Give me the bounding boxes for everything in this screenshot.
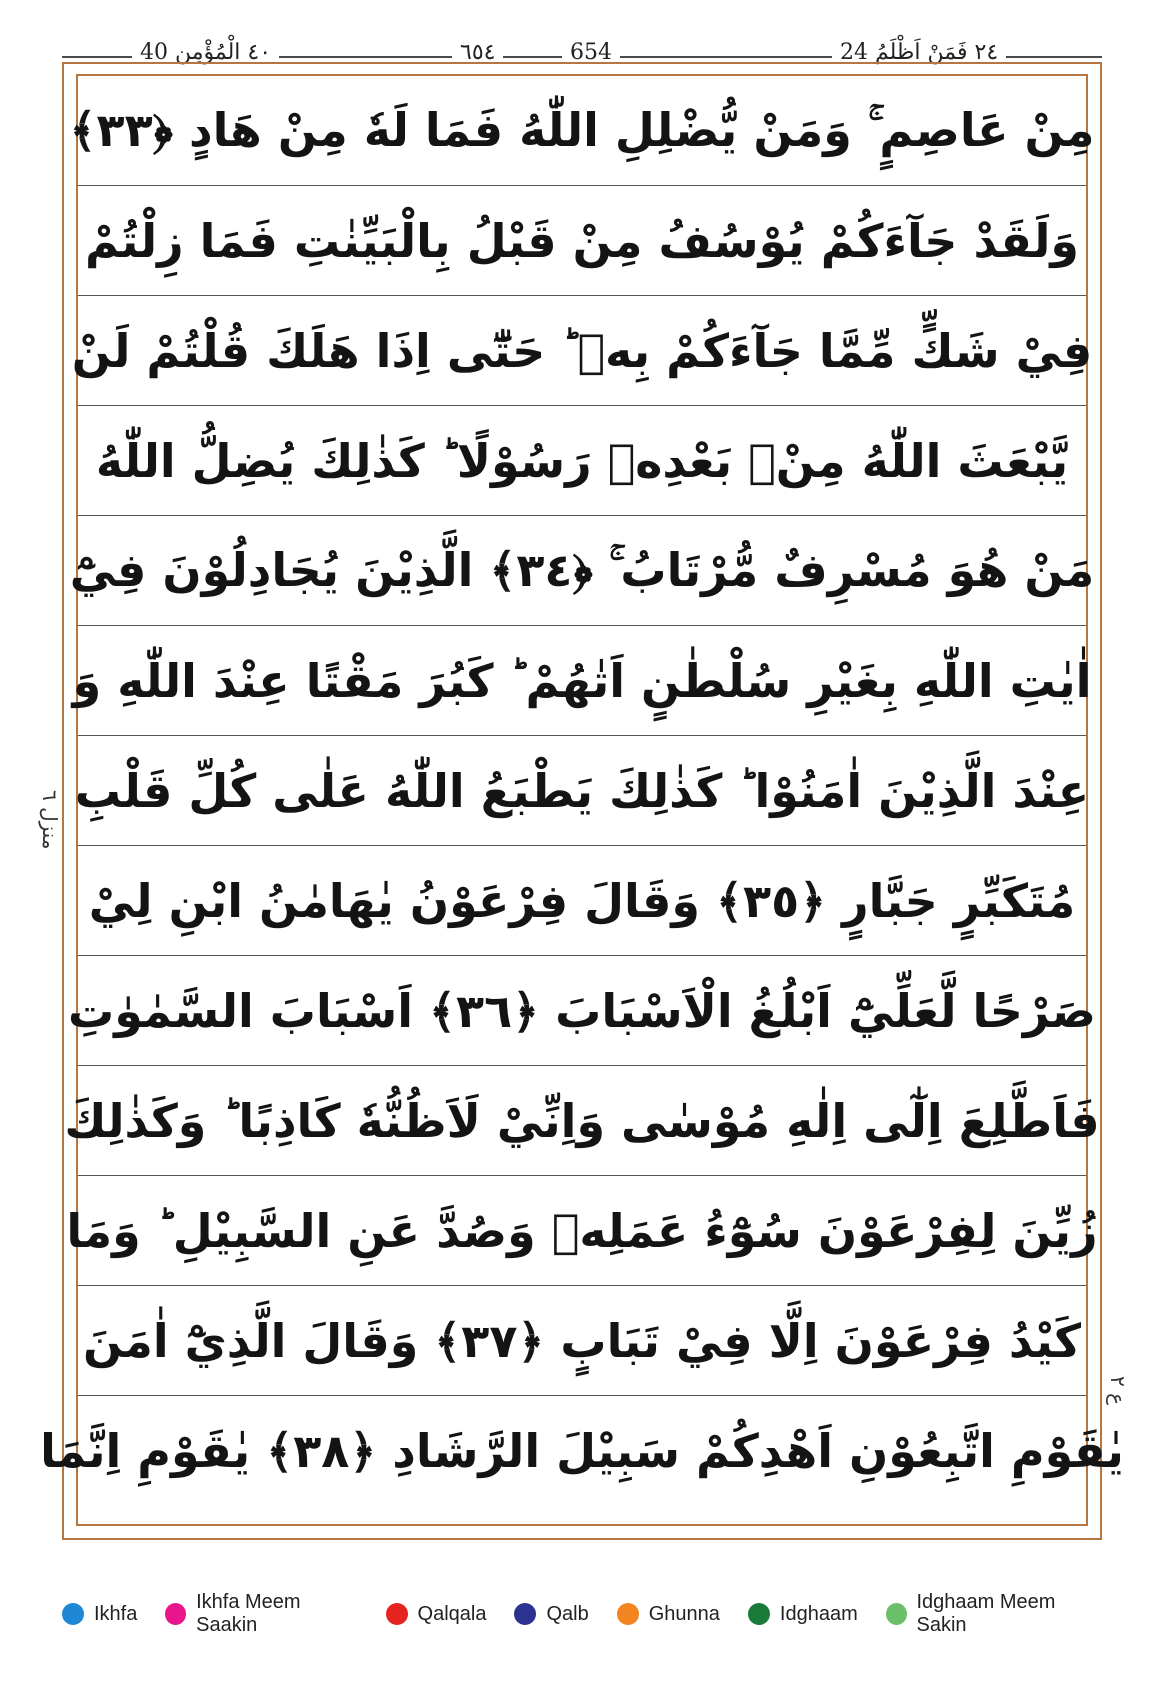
tajweed-legend [62,1591,1122,1636]
legend-dot [514,1603,536,1625]
juz-label: ٢٤ فَمَنْ اَظْلَمُ 24 [832,40,1006,65]
text-line: يَّبْعَثَ اللّٰهُ مِنْۢ بَعْدِهٖ رَسُوْلًا ؕ كَذٰلِكَ يُضِلُّ اللّٰهُ [78,406,1086,516]
legend-item-idghaam-meem-sakin [886,1591,1100,1637]
legend-dot [617,1603,639,1625]
text-line: كَيْدُ فِرْعَوْنَ اِلَّا فِيْ تَبَابٍ ﴿٣٧﴾ وَقَالَ الَّذِيْٓ اٰمَنَ [78,1286,1086,1396]
manzil-marker: منزل ٦ [38,790,62,850]
text-line: فِيْ شَكٍّ مِّمَّا جَآءَكُمْ بِهٖ ؕ حَتّٰٓى اِذَا هَلَكَ قُلْتُمْ لَنْ [78,296,1086,406]
legend-label: Qalb [546,1602,589,1625]
legend-label: Ikhfa Meem Saakin [196,1591,301,1636]
text-line: مَنْ هُوَ مُسْرِفٌ مُّرْتَابُ ۚ ﴿٣٤﴾ الَّذِيْنَ يُجَادِلُوْنَ فِيْٓ [78,516,1086,626]
legend-label: Idghaam [779,1602,858,1625]
legend-item-qalqala [386,1603,487,1626]
legend-dot [886,1603,907,1625]
text-line: فَاَطَّلِعَ اِلٰٓى اِلٰهِ مُوْسٰى وَاِنِّيْ لَاَظُنُّهٗ كَاذِبًا ؕ وَكَذٰلِكَ [78,1066,1086,1176]
legend-label: Idghaam Meem Sakin [916,1591,1056,1636]
ruku-marker: ع ٢ [1106,1376,1130,1406]
text-line: اٰيٰتِ اللّٰهِ بِغَيْرِ سُلْطٰنٍ اَتٰهُمْ ؕ كَبُرَ مَقْتًا عِنْدَ اللّٰهِ وَ [78,626,1086,736]
page-number-urdu: ٦٥٤ [452,40,503,65]
legend-label: Ikhfa [94,1602,138,1625]
legend-item-ghunna [617,1603,720,1626]
legend-item-qalb [514,1603,588,1626]
text-line: زُيِّنَ لِفِرْعَوْنَ سُوْٓءُ عَمَلِهٖ وَصُدَّ عَنِ السَّبِيْلِ ؕ وَمَا [78,1176,1086,1286]
legend-label: Qalqala [417,1602,487,1625]
text-line: عِنْدَ الَّذِيْنَ اٰمَنُوْا ؕ كَذٰلِكَ يَطْبَعُ اللّٰهُ عَلٰى كُلِّ قَلْبِ [78,736,1086,846]
legend-item-ikhfa-meem-saakin [165,1591,357,1637]
text-line: مِنْ عَاصِمٍ ۚ وَمَنْ يُّضْلِلِ اللّٰهُ فَمَا لَهٗ مِنْ هَادٍ ﴿٣٣﴾ [78,76,1086,186]
page-number: 654 [562,40,620,65]
text-line: صَرْحًا لَّعَلِّيْٓ اَبْلُغُ الْاَسْبَابَ ﴿٣٦﴾ اَسْبَابَ السَّمٰوٰتِ [78,956,1086,1066]
legend-dot [748,1603,770,1625]
legend-item-idghaam [748,1603,858,1626]
legend-item-ikhfa [62,1603,137,1626]
text-line: مُتَكَبِّرٍ جَبَّارٍ ﴿٣٥﴾ وَقَالَ فِرْعَوْنُ يٰهَامٰنُ ابْنِ لِيْ [78,846,1086,956]
legend-dot [386,1603,408,1625]
legend-dot [165,1603,186,1625]
legend-dot [62,1603,84,1625]
text-line: يٰقَوْمِ اتَّبِعُوْنِ اَهْدِكُمْ سَبِيْلَ الرَّشَادِ ﴿٣٨﴾ يٰقَوْمِ اِنَّمَا [40,1424,1124,1478]
legend-label: Ghunna [648,1602,720,1625]
text-line: وَلَقَدْ جَآءَكُمْ يُوْسُفُ مِنْ قَبْلُ بِالْبَيِّنٰتِ فَمَا زِلْتُمْ [78,186,1086,296]
surah-label: ٤٠ الْمُؤْمِن 40 [132,40,279,65]
